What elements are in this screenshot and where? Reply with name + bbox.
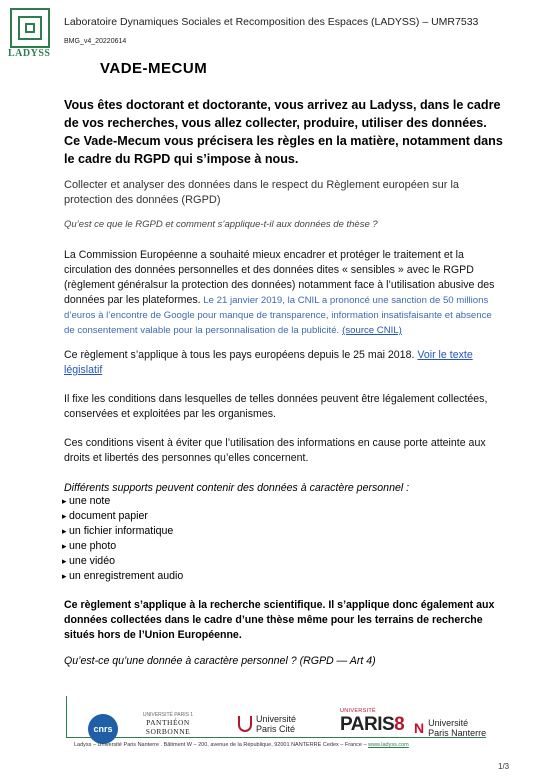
section-title: Collecter et analyser des données dans le respect du Règlement européen sur la protection des données (RGPD) xyxy=(64,179,460,206)
paris-cite-icon xyxy=(238,716,252,732)
paragraph-commission xyxy=(64,248,504,338)
paris-cite-text: Université Paris Cité xyxy=(256,714,297,734)
research-application-paragraph: Ce règlement s’applique à la recherche scientifique. Il s’applique donc également aux données collectées dans le cadre d’une thèse même pour les terrains de recherche situés hors de l’Union Européenne. xyxy=(64,599,495,641)
paris8-logo xyxy=(340,708,404,736)
paris-nanterre-text: Université Paris Nanterre xyxy=(428,718,487,738)
footer-address-text: Ladyss – Université Paris Nanterre . Bâtiment W – 200, avenue de la République, 92001 NANTERRE Cedex – France xyxy=(74,742,362,748)
document-version: BMG_v4_20220614 xyxy=(64,38,127,45)
lab-title: Laboratoire Dynamiques Sociales et Recomposition des Espaces (LADYSS) – UMR7533 xyxy=(64,16,479,28)
universite-paris-nanterre-logo xyxy=(414,718,486,738)
intro-paragraph: Vous êtes doctorant et doctorante, vous arrivez au Ladyss, dans le cadre de vos recherches, vous allez collecter, produire, utiliser des données. Ce Vade-Mecum vous précisera les règles en la matière, notamment dans le cadre du RGPD qui s’impose à nous. xyxy=(64,98,503,166)
footer-address: Ladyss – Université Paris Nanterre . Bâtiment W – 200, avenue de la République, 92001 NANTERRE Cedex – France – www.ladyss.com xyxy=(74,742,409,748)
cnrs-logo: cnrs xyxy=(88,714,118,744)
list-item: ▸ une photo xyxy=(62,539,183,554)
list-item: ▸ un fichier informatique xyxy=(62,524,183,539)
question-rgpd: Qu’est ce que le RGPD et comment s’applique-t-il aux données de thèse ? xyxy=(64,219,378,230)
paragraph-application-text: Ce règlement s’applique à tous les pays européens depuis le 25 mai 2018. xyxy=(64,349,415,361)
paris8-logo-sup: UNIVERSITÉ xyxy=(340,708,377,714)
pantheon-sorbonne-logo xyxy=(128,712,208,736)
cnil-sanction-text: Le 21 janvier 2019, la CNIL a prononcé une sanction de 50 millions d’euros à l’encontre de Google pour manque de transparence, information insatisfaisante et absence de consentement valable pour la personnalisation de la publicité. xyxy=(64,295,492,336)
question-personal-data: Qu’est-ce qu’une donnée à caractère personnel ? (RGPD — Art 4) xyxy=(64,655,376,667)
footer-divider-vertical xyxy=(66,696,67,738)
pantheon-logo-main: PANTHÉON SORBONNE xyxy=(145,718,191,736)
pantheon-logo-top: UNIVERSITÉ PARIS 1 xyxy=(142,712,194,718)
paragraph-application xyxy=(64,348,504,378)
website-link[interactable]: www.ladyss.com xyxy=(368,742,409,748)
paragraph-rights: Ces conditions visent à éviter que l’utilisation des informations en cause porte atteinte aux droits et libertés des personnes qu’elles concernent. xyxy=(64,437,486,464)
list-item: ▸ une vidéo xyxy=(62,554,183,569)
ladyss-logo-text: LADYSS xyxy=(8,48,51,59)
page-number: 1/3 xyxy=(498,762,510,771)
supports-list-title: Différents supports peuvent contenir des données à caractère personnel : xyxy=(64,482,410,494)
ladyss-logo-icon xyxy=(10,8,50,48)
universite-paris-cite-logo xyxy=(238,714,296,734)
paragraph-conditions: Il fixe les conditions dans lesquelles de telles données peuvent être légalement collectées, conservées et exploitées par les organismes. xyxy=(64,393,488,420)
paragraph-commission-text: La Commission Européenne a souhaité mieux encadrer et protéger le traitement et la circulation des données personnelles et des données dites « sensibles » avec le RGPD (règlement généralsur la protection des données) notamment face à l’utilisation abusive des données par les plateformes. xyxy=(64,249,495,306)
supports-list xyxy=(62,494,183,584)
document-title: VADE-MECUM xyxy=(100,60,208,77)
paris8-logo-eight: 8 xyxy=(394,714,405,735)
list-item: ▸ document papier xyxy=(62,509,183,524)
paris8-logo-paris: PARIS xyxy=(340,714,395,735)
legislative-text-link[interactable]: Voir le texte législatif xyxy=(64,349,473,376)
list-item: ▸ une note xyxy=(62,494,183,509)
source-cnil-link[interactable]: (source CNIL) xyxy=(342,325,402,336)
list-item: ▸ un enregistrement audio xyxy=(62,569,183,584)
paris-nanterre-icon: N xyxy=(414,720,425,736)
